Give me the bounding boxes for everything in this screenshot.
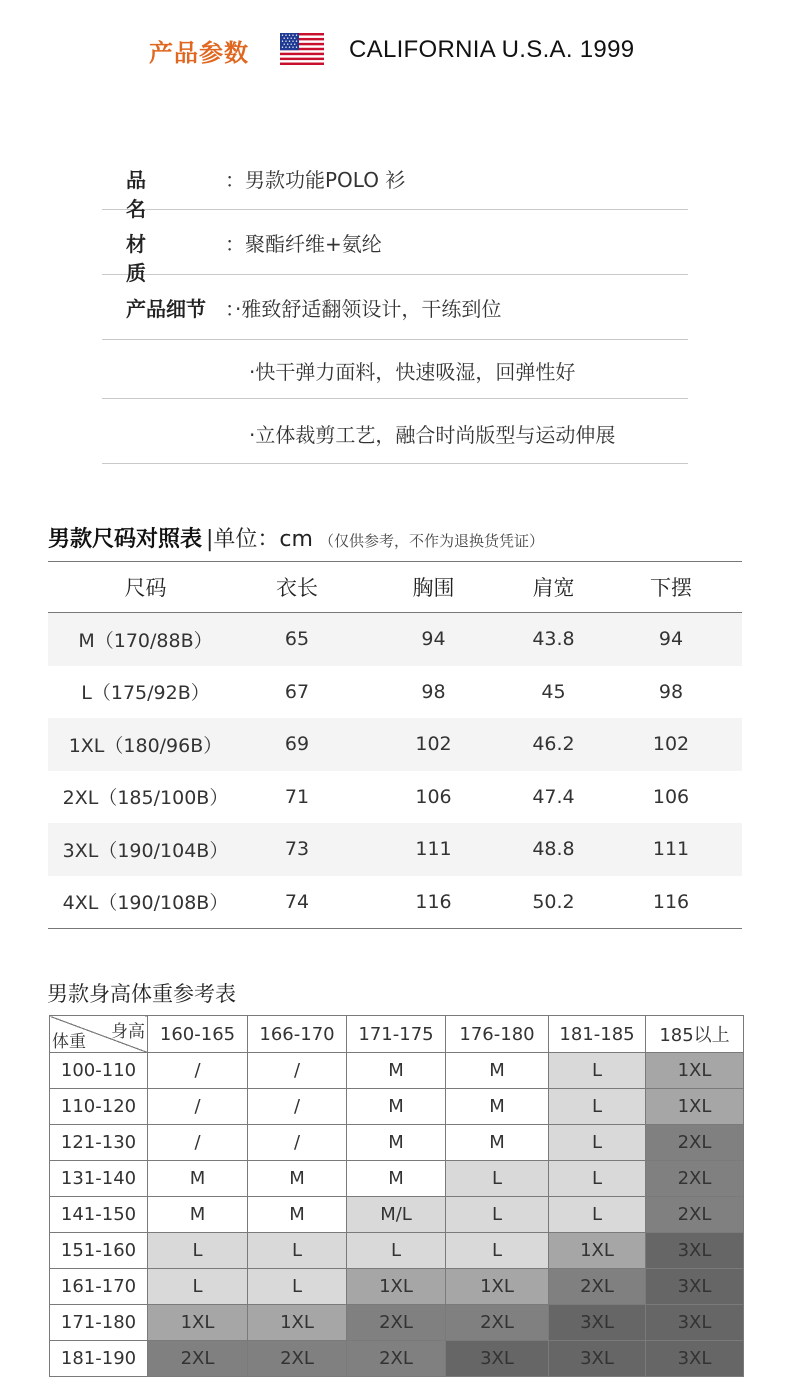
us-flag-icon — [280, 33, 324, 65]
row-header: 151-160 — [50, 1233, 148, 1269]
table-row — [48, 771, 742, 824]
table-row — [50, 1233, 744, 1269]
table-cell: L — [148, 1269, 248, 1305]
table-cell: 2XL — [347, 1341, 446, 1377]
table-cell: 2XL — [549, 1269, 646, 1305]
row-header: 100-110 — [50, 1053, 148, 1089]
table-cell: L — [446, 1233, 549, 1269]
size-table — [48, 561, 742, 929]
table-cell: M — [148, 1161, 248, 1197]
table-cell: 73 — [284, 838, 310, 861]
size-table-title — [48, 522, 544, 553]
table-cell: M — [446, 1125, 549, 1161]
table-cell: 1XL — [646, 1053, 744, 1089]
table-header-row — [48, 562, 742, 613]
table-row — [48, 823, 742, 876]
table-cell: M — [347, 1089, 446, 1125]
table-row — [48, 613, 742, 666]
param-row — [102, 340, 688, 399]
param-row — [102, 146, 688, 221]
table-cell: L — [248, 1269, 347, 1305]
table-cell: M — [446, 1089, 549, 1125]
param-row — [102, 210, 688, 285]
column-header: 185以上 — [646, 1016, 744, 1053]
table-cell: 102 — [652, 733, 690, 756]
table-cell: L — [446, 1161, 549, 1197]
table-cell: / — [248, 1125, 347, 1161]
table-cell: 69 — [284, 733, 310, 756]
table-cell: M — [347, 1161, 446, 1197]
table-cell: 3XL — [446, 1341, 549, 1377]
table-cell: M（170/88B） — [78, 629, 213, 652]
corner-cell — [50, 1016, 148, 1053]
table-cell: 3XL（190/104B） — [62, 839, 229, 862]
column-header: 181-185 — [549, 1016, 646, 1053]
column-header: 衣长 — [276, 576, 318, 600]
table-cell: 2XL — [646, 1197, 744, 1233]
column-header: 胸围 — [412, 576, 455, 600]
table-cell: 43.8 — [532, 628, 575, 651]
row-header: 121-130 — [50, 1125, 148, 1161]
table-cell: L（175/92B） — [81, 682, 210, 705]
table-cell: M — [446, 1053, 549, 1089]
table-cell: 2XL — [646, 1125, 744, 1161]
table-cell: 3XL — [646, 1341, 744, 1377]
table-cell: 47.4 — [532, 785, 575, 808]
table-cell: 1XL — [646, 1089, 744, 1125]
table-cell: 65 — [284, 628, 310, 651]
column-header: 下摆 — [650, 576, 692, 600]
param-value: ：男款功能POLO 衫 — [225, 168, 406, 192]
table-row — [48, 666, 742, 719]
hw-table-title: 男款身高体重参考表 — [47, 982, 236, 1006]
table-cell: 1XL（180/96B） — [68, 734, 223, 757]
table-cell: 3XL — [646, 1269, 744, 1305]
table-cell: M/L — [347, 1197, 446, 1233]
table-cell: 111 — [415, 838, 452, 861]
table-row — [50, 1089, 744, 1125]
table-cell: 3XL — [549, 1341, 646, 1377]
table-cell: 2XL — [347, 1305, 446, 1341]
column-header: 171-175 — [347, 1016, 446, 1053]
table-cell: / — [248, 1053, 347, 1089]
table-cell: 2XL — [446, 1305, 549, 1341]
table-cell: 4XL（190/108B） — [62, 892, 229, 915]
table-cell: 50.2 — [532, 890, 575, 913]
param-label: 产品细节 — [126, 297, 206, 321]
table-cell: 1XL — [347, 1269, 446, 1305]
table-header-row — [50, 1016, 744, 1053]
table-cell: 3XL — [646, 1233, 744, 1269]
row-header: 110-120 — [50, 1089, 148, 1125]
param-value: ·立体裁剪工艺，融合时尚版型与运动伸展 — [249, 423, 616, 447]
table-cell: L — [549, 1053, 646, 1089]
table-cell: 3XL — [646, 1305, 744, 1341]
table-cell: 102 — [415, 733, 452, 756]
table-cell: 2XL — [248, 1341, 347, 1377]
table-cell: 94 — [421, 628, 446, 651]
table-cell: 48.8 — [532, 838, 575, 861]
param-value: ：·雅致舒适翻领设计，干练到位 — [225, 297, 502, 321]
column-header: 160-165 — [148, 1016, 248, 1053]
table-cell: 1XL — [549, 1233, 646, 1269]
table-cell: 106 — [415, 785, 452, 808]
product-params — [102, 146, 688, 464]
size-table-heading: 男款尺码对照表 — [48, 527, 203, 552]
table-row — [50, 1161, 744, 1197]
table-cell: 111 — [652, 838, 690, 861]
page-header — [0, 30, 790, 70]
row-header: 131-140 — [50, 1161, 148, 1197]
table-row — [48, 718, 742, 771]
table-cell: 2XL — [148, 1341, 248, 1377]
table-cell: 1XL — [248, 1305, 347, 1341]
table-cell: / — [148, 1125, 248, 1161]
corner-height-label: 身高 — [111, 1022, 145, 1042]
table-cell: L — [446, 1197, 549, 1233]
table-cell: M — [347, 1125, 446, 1161]
table-row — [50, 1125, 744, 1161]
column-header: 肩宽 — [532, 576, 575, 600]
brand-text: CALIFORNIA U.S.A. 1999 — [349, 36, 635, 63]
table-cell: 98 — [421, 680, 446, 703]
param-value: ：聚酯纤维+氨纶 — [225, 232, 382, 256]
table-cell: L — [549, 1197, 646, 1233]
row-header: 161-170 — [50, 1269, 148, 1305]
param-label: 材质 — [126, 232, 197, 285]
column-header: 尺码 — [124, 576, 167, 600]
table-row — [50, 1305, 744, 1341]
table-cell: L — [549, 1125, 646, 1161]
corner-weight-label: 体重 — [52, 1032, 86, 1052]
table-cell: L — [549, 1089, 646, 1125]
table-cell: L — [549, 1161, 646, 1197]
table-row — [50, 1197, 744, 1233]
column-header: 176-180 — [446, 1016, 549, 1053]
column-header: 166-170 — [248, 1016, 347, 1053]
section-title: 产品参数 — [149, 39, 249, 67]
table-row — [50, 1341, 744, 1377]
table-cell: 98 — [658, 680, 684, 703]
table-cell: 1XL — [446, 1269, 549, 1305]
table-cell: 116 — [652, 890, 690, 913]
table-cell: / — [248, 1089, 347, 1125]
size-table-unit: |单位：cm — [206, 527, 313, 552]
row-header: 181-190 — [50, 1341, 148, 1377]
table-cell: 74 — [284, 890, 310, 913]
table-cell: 46.2 — [532, 733, 575, 756]
table-cell: L — [248, 1233, 347, 1269]
table-cell: M — [248, 1197, 347, 1233]
row-header: 171-180 — [50, 1305, 148, 1341]
table-cell: M — [248, 1161, 347, 1197]
table-cell: 45 — [541, 680, 566, 703]
hw-table — [49, 1015, 744, 1377]
table-cell: 116 — [415, 890, 452, 913]
table-row — [50, 1053, 744, 1089]
table-cell: / — [148, 1089, 248, 1125]
row-header: 141-150 — [50, 1197, 148, 1233]
table-cell: L — [148, 1233, 248, 1269]
param-label: 品名 — [126, 168, 197, 221]
table-cell: 94 — [658, 628, 684, 651]
table-cell: 2XL — [646, 1161, 744, 1197]
size-table-note: （仅供参考，不作为退换货凭证） — [318, 532, 544, 550]
table-row — [50, 1269, 744, 1305]
table-cell: M — [148, 1197, 248, 1233]
param-row — [102, 399, 688, 464]
table-cell: 3XL — [549, 1305, 646, 1341]
table-cell: 106 — [652, 785, 690, 808]
param-row — [102, 275, 688, 340]
table-cell: 2XL（185/100B） — [62, 787, 229, 810]
table-cell: L — [347, 1233, 446, 1269]
table-cell: 67 — [284, 680, 310, 703]
table-cell: 71 — [284, 785, 310, 808]
table-cell: / — [148, 1053, 248, 1089]
param-value: ·快干弹力面料，快速吸湿，回弹性好 — [249, 360, 576, 384]
table-cell: M — [347, 1053, 446, 1089]
table-cell: 1XL — [148, 1305, 248, 1341]
table-row — [48, 876, 742, 929]
